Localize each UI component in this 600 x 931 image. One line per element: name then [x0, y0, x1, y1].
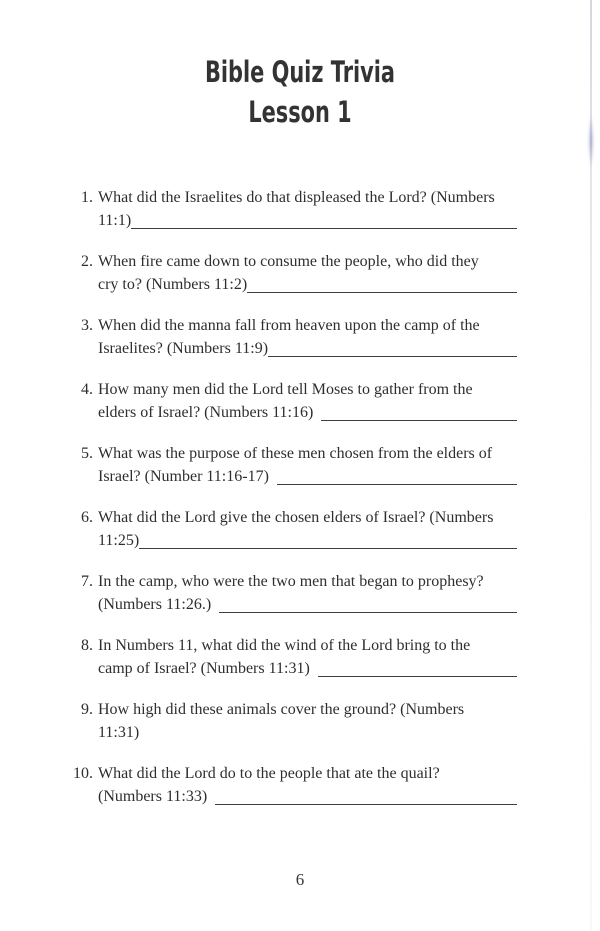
question-reference: 11:1)	[98, 212, 132, 229]
question-number: 9.	[81, 701, 93, 718]
question-body	[98, 506, 517, 552]
quiz-question	[63, 506, 600, 552]
question-text-line2	[98, 337, 517, 360]
question-number: 1.	[81, 189, 93, 206]
question-text-line1: How high did these animals cover the ground? (Numbers	[98, 701, 465, 718]
quiz-question	[63, 378, 600, 424]
question-text-line2	[98, 529, 517, 552]
question-text-line2	[98, 401, 517, 424]
answer-blank	[318, 657, 517, 677]
question-reference: (Numbers 11:26.)	[98, 596, 212, 613]
question-body	[98, 314, 517, 360]
question-text-line1: When did the manna fall from heaven upon the camp of the	[98, 317, 480, 334]
quiz-question	[63, 634, 600, 680]
question-number: 8.	[81, 637, 93, 654]
question-text-line2	[98, 593, 517, 616]
question-number: 3.	[81, 317, 93, 334]
question-text-line1: What was the purpose of these men chosen from the elders of	[98, 445, 493, 462]
question-number: 7.	[81, 573, 93, 590]
answer-blank	[321, 401, 517, 421]
question-text-line2	[98, 657, 517, 680]
question-reference: elders of Israel? (Numbers 11:16)	[98, 404, 314, 421]
quiz-question	[63, 250, 600, 296]
question-list	[0, 186, 600, 808]
quiz-question	[63, 314, 600, 360]
question-reference: camp of Israel? (Numbers 11:31)	[98, 660, 310, 677]
answer-blank	[277, 465, 517, 485]
question-reference: Israelites? (Numbers 11:9)	[98, 340, 269, 357]
question-text-line1: In the camp, who were the two men that began to prophesy?	[98, 573, 484, 590]
question-text-line2	[98, 785, 517, 808]
question-body	[98, 698, 517, 744]
answer-blank	[268, 337, 517, 357]
page-number: 6	[295, 870, 305, 889]
question-body	[98, 250, 517, 296]
question-reference: 11:31)	[98, 724, 140, 741]
question-reference: (Numbers 11:33)	[98, 788, 208, 805]
question-text-line1: How many men did the Lord tell Moses to gather from the	[98, 381, 473, 398]
question-reference: 11:25)	[98, 532, 140, 549]
question-reference: Israel? (Number 11:16-17)	[98, 468, 269, 485]
question-text-line1: What did the Lord give the chosen elders of Israel? (Numbers	[98, 509, 494, 526]
quiz-question	[63, 442, 600, 488]
question-text-line2	[98, 721, 517, 744]
question-number: 5.	[81, 445, 93, 462]
question-text-line2	[98, 209, 517, 232]
question-body	[98, 762, 517, 808]
question-body	[98, 634, 517, 680]
question-text-line2	[98, 273, 517, 296]
question-number: 2.	[81, 253, 93, 270]
question-body	[98, 378, 517, 424]
question-text-line1: In Numbers 11, what did the wind of the Lord bring to the	[98, 637, 471, 654]
page-title	[84, 0, 516, 132]
answer-blank	[139, 529, 517, 549]
question-text-line1: When fire came down to consume the people, who did they	[98, 253, 479, 270]
answer-blank	[215, 785, 517, 805]
question-body	[98, 442, 517, 488]
question-text-line1: What did the Lord do to the people that ate the quail?	[98, 765, 440, 782]
scan-edge-smudge	[588, 115, 594, 167]
question-body	[98, 186, 517, 232]
question-number: 6.	[81, 509, 93, 526]
question-body	[98, 570, 517, 616]
page-title-line2: Lesson 1	[248, 95, 352, 129]
answer-blank	[247, 273, 517, 293]
answer-blank	[219, 593, 517, 613]
quiz-question	[63, 762, 600, 808]
page-title-line1: Bible Quiz Trivia	[204, 55, 396, 89]
question-text-line1: What did the Israelites do that displeased the Lord? (Numbers	[98, 189, 495, 206]
question-number: 4.	[81, 381, 93, 398]
question-reference: cry to? (Numbers 11:2)	[98, 276, 248, 293]
quiz-question	[63, 186, 600, 232]
quiz-question	[63, 698, 600, 744]
answer-blank	[131, 209, 517, 229]
quiz-question	[63, 570, 600, 616]
question-number: 10.	[73, 765, 93, 782]
question-text-line2	[98, 465, 517, 488]
